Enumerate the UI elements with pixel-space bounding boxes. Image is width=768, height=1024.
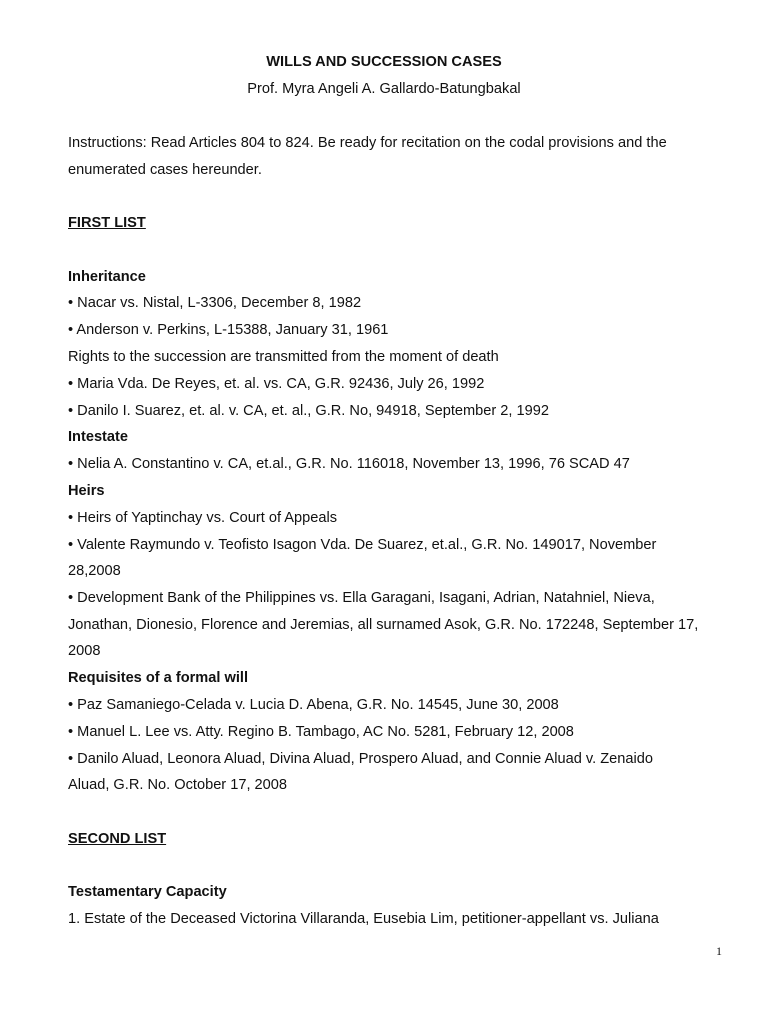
inheritance-note: Rights to the succession are transmitted from the moment of death — [68, 349, 499, 365]
document-author: Prof. Myra Angeli A. Gallardo-Batungbakal — [247, 81, 521, 97]
list-item: • Danilo Aluad, Leonora Aluad, Divina Aluad, Prospero Aluad, and Connie Aluad v. Zenaido — [68, 751, 653, 767]
list-item: • Nacar vs. Nistal, L-3306, December 8, 1982 — [68, 295, 362, 311]
list-item: 1. Estate of the Deceased Victorina Villaranda, Eusebia Lim, petitioner-appellant vs. Juliana — [68, 911, 659, 927]
list-item: • Nelia A. Constantino v. CA, et.al., G.R. No. 116018, November 13, 1996, 76 SCAD 47 — [68, 456, 630, 472]
document-title: WILLS AND SUCCESSION CASES — [266, 54, 502, 70]
list-item-continuation: 2008 — [68, 643, 101, 659]
first-list-heading: FIRST LIST — [68, 215, 146, 231]
list-item-continuation: 28,2008 — [68, 563, 121, 579]
list-item: • Paz Samaniego-Celada v. Lucia D. Abena, G.R. No. 14545, June 30, 2008 — [68, 697, 559, 713]
second-list-heading: SECOND LIST — [68, 831, 167, 847]
list-item: • Maria Vda. De Reyes, et. al. vs. CA, G.R. 92436, July 26, 1992 — [68, 376, 485, 392]
list-item: • Heirs of Yaptinchay vs. Court of Appeals — [68, 510, 338, 526]
list-item: • Development Bank of the Philippines vs. Ella Garagani, Isagani, Adrian, Natahniel, Nieva, — [68, 590, 655, 606]
list-item: • Anderson v. Perkins, L-15388, January 31, 1961 — [68, 322, 389, 338]
inheritance-heading: Inheritance — [68, 269, 146, 285]
intestate-heading: Intestate — [68, 429, 129, 445]
instructions-line-1: Instructions: Read Articles 804 to 824. Be ready for recitation on the codal provisions and the — [68, 135, 667, 151]
list-item: • Manuel L. Lee vs. Atty. Regino B. Tambago, AC No. 5281, February 12, 2008 — [68, 724, 574, 740]
testamentary-capacity-heading: Testamentary Capacity — [68, 884, 227, 900]
list-item: • Valente Raymundo v. Teofisto Isagon Vda. De Suarez, et.al., G.R. No. 149017, November — [68, 537, 657, 553]
list-item-continuation: Jonathan, Dionesio, Florence and Jeremias, all surnamed Asok, G.R. No. 172248, September 17, — [68, 617, 699, 633]
list-item: • Danilo I. Suarez, et. al. v. CA, et. al., G.R. No, 94918, September 2, 1992 — [68, 403, 550, 419]
list-item-continuation: Aluad, G.R. No. October 17, 2008 — [68, 777, 288, 793]
instructions-line-2: enumerated cases hereunder. — [68, 162, 262, 178]
formal-will-heading: Requisites of a formal will — [68, 670, 249, 686]
page-number: 1 — [716, 944, 722, 958]
heirs-heading: Heirs — [68, 483, 105, 499]
